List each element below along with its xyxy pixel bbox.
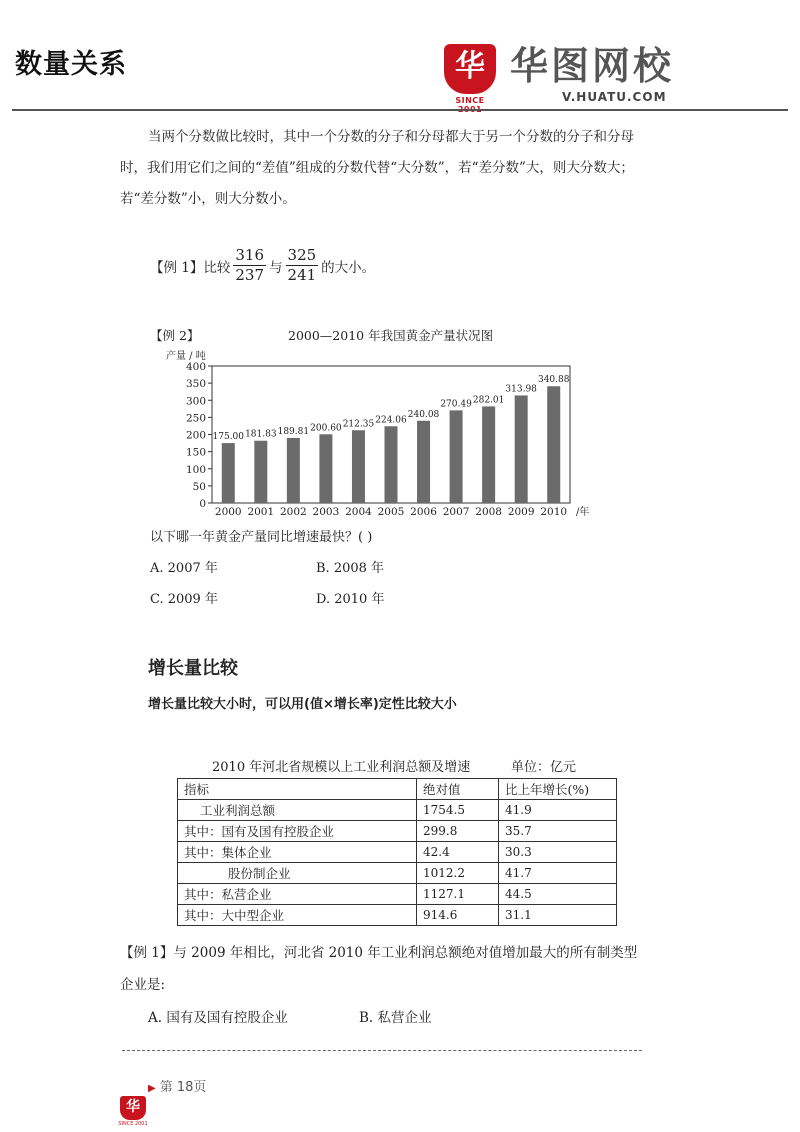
y-tick-label: 350 [185, 378, 206, 391]
example-2-label: 【例 2】 [150, 328, 200, 343]
fraction-a-denominator: 237 [235, 266, 265, 284]
table-cell: 1127.1 [417, 884, 499, 905]
bar [417, 421, 430, 503]
gold-production-chart [160, 346, 600, 522]
x-tick-label: 2006 [410, 506, 437, 518]
logo-since-text: SINCE [455, 96, 485, 105]
table-cell: 41.9 [499, 800, 617, 821]
table-row [178, 821, 617, 842]
bar [222, 443, 235, 503]
table-cell: 工业利润总额 [178, 800, 417, 821]
table-row [178, 800, 617, 821]
x-tick-label: 2000 [214, 506, 242, 518]
option-d[interactable]: D. 2010 年 [316, 592, 385, 607]
y-tick-label: 50 [192, 480, 206, 493]
table-header-cell: 绝对值 [417, 779, 499, 800]
example-1-suffix: 的大小。 [321, 259, 376, 276]
fraction-b-denominator: 241 [287, 266, 317, 284]
huatu-logo-icon: 华 [444, 44, 496, 94]
section-subtitle: 增长量比较大小时，可以用(值×增长率)定性比较大小 [148, 697, 457, 712]
data-label: 270.49 [440, 399, 472, 410]
table-row [178, 842, 617, 863]
footer-divider [122, 1050, 642, 1051]
table-cell: 31.1 [499, 905, 617, 926]
x-tick-label: 2010 [540, 506, 568, 518]
header-divider [12, 109, 788, 111]
intro-paragraph: 当两个分数做比较时，其中一个分数的分子和分母都大于另一个分数的分子和分母时，我们用它们之间的“差值”组成的分数代替“大分数”，若“差分数”大，则大分数大；若“差分数”小，则大分数小。 [120, 129, 634, 207]
bar [482, 406, 495, 503]
y-tick-label: 0 [199, 498, 206, 510]
example-1 [150, 246, 375, 285]
x-tick-label: 2009 [507, 506, 535, 518]
table-row [178, 863, 617, 884]
y-tick-label: 150 [185, 446, 206, 459]
triangle-bullet-icon: ▶ [148, 1083, 156, 1094]
x-tick-label: 2004 [345, 506, 372, 518]
table-header-cell: 指标 [178, 779, 417, 800]
example-1-middle: 与 [269, 259, 283, 276]
footer-logo-icon: 华 [120, 1096, 146, 1120]
y-tick-label: 250 [185, 412, 206, 425]
page-header-title: 数量关系 [15, 49, 127, 80]
table-row [178, 905, 617, 926]
bar [287, 438, 300, 503]
table-cell: 1012.2 [417, 863, 499, 884]
data-label: 240.08 [407, 409, 440, 420]
fraction-b-numerator: 325 [287, 246, 317, 264]
logo-brand-name: 华图网校 [510, 44, 675, 88]
example-1-label: 【例 1】 [150, 259, 204, 276]
y-tick-label: 300 [185, 395, 206, 408]
fraction-b [286, 246, 319, 285]
example-3-question: 【例 1】与 2009 年相比，河北省 2010 年工业利润总额绝对值增加最大的所有制类型企业是: [120, 945, 638, 993]
example-3-option-b[interactable]: B. 私营企业 [359, 1010, 432, 1026]
table-cell: 1754.5 [417, 800, 499, 821]
bar [319, 434, 332, 503]
table-cell: 44.5 [499, 884, 617, 905]
table-cell: 299.8 [417, 821, 499, 842]
bar [352, 430, 365, 503]
data-label: 181.83 [245, 429, 277, 440]
x-tick-label: 2007 [442, 506, 470, 518]
table-cell: 914.6 [417, 905, 499, 926]
fraction-a [233, 246, 266, 285]
example-3-option-a[interactable]: A. 国有及国有控股企业 [148, 1010, 288, 1026]
option-a[interactable]: A. 2007 年 [150, 561, 218, 576]
table-row [178, 884, 617, 905]
data-label: 224.06 [375, 415, 407, 426]
y-tick-label: 100 [185, 463, 206, 476]
bar [547, 386, 560, 503]
footer-logo-since: SINCE 2001 [118, 1121, 148, 1127]
table-cell: 其中：私营企业 [178, 884, 417, 905]
bar [515, 395, 528, 503]
data-label: 212.35 [342, 419, 375, 430]
table-cell: 41.7 [499, 863, 617, 884]
table-cell: 股份制企业 [178, 863, 417, 884]
x-axis-label: /年 [576, 507, 590, 518]
data-label: 282.01 [472, 395, 505, 406]
y-axis-label: 产量 / 吨 [166, 351, 206, 362]
table-cell: 30.3 [499, 842, 617, 863]
table-header-row [178, 779, 617, 800]
table-header-cell: 比上年增长(%) [499, 779, 617, 800]
data-label: 189.81 [277, 426, 310, 437]
x-tick-label: 2003 [312, 506, 340, 518]
fraction-a-numerator: 316 [235, 246, 265, 264]
chart-title: 2000—2010 年我国黄金产量状况图 [288, 328, 494, 343]
table-cell: 其中：国有及国有控股企业 [178, 821, 417, 842]
data-label: 200.60 [310, 423, 342, 434]
bar [254, 441, 267, 503]
data-label: 175.00 [212, 432, 245, 443]
huatu-logo [444, 44, 698, 110]
table-cell: 其中：集体企业 [178, 842, 417, 863]
x-tick-label: 2002 [279, 506, 307, 518]
table-unit: 单位：亿元 [511, 760, 577, 775]
logo-url: V.HUATU.COM [562, 90, 667, 104]
x-tick-label: 2005 [377, 506, 405, 518]
data-label: 340.88 [537, 375, 570, 386]
table-cell: 42.4 [417, 842, 499, 863]
y-tick-label: 400 [185, 361, 206, 373]
data-label: 313.98 [505, 384, 537, 395]
table-caption: 2010 年河北省规模以上工业利润总额及增速 [212, 760, 471, 775]
y-tick-label: 200 [185, 429, 206, 442]
example-2-question: 以下哪一年黄金产量同比增速最快？( ) [150, 530, 373, 545]
table-cell: 其中：大中型企业 [178, 905, 417, 926]
x-tick-label: 2001 [247, 506, 275, 518]
bar [450, 410, 463, 503]
option-b[interactable]: B. 2008 年 [316, 561, 385, 576]
page-number: ▶ 第 18页 [148, 1080, 207, 1095]
example-1-prefix: 比较 [203, 259, 231, 276]
x-tick-label: 2008 [475, 506, 503, 518]
table-cell: 35.7 [499, 821, 617, 842]
bar [385, 426, 398, 503]
profit-table [177, 778, 617, 926]
option-c[interactable]: C. 2009 年 [150, 592, 218, 607]
section-title: 增长量比较 [148, 658, 238, 679]
